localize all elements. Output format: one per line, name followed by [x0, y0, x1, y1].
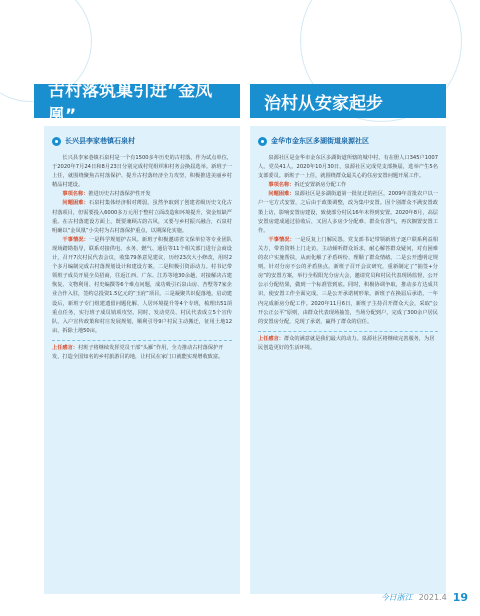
left-item-label: 事项名称：	[62, 191, 89, 198]
right-item-text: 拆迁安置新房分配工作	[294, 182, 347, 189]
left-summary-label: 上任感言：	[52, 344, 78, 351]
right-location-text: 金华市金东区多湖街道泉源社区	[271, 137, 369, 145]
right-problem-text: 泉源社区是多湖街道第一批征迁的社区，2009年首批农户以一户一宅方式安置，之后由于政策调整，改为集中安置。因个别群众不满安置政策上访，影响安置房建设，致使部分村民16年未得到安置。2020年8月，高层安置房建成通过验收后，又因人多房少分配难、群众有怨气，再次搁置安置工作。	[258, 191, 438, 234]
right-item	[258, 181, 438, 190]
left-practice-label: 干事情况：	[62, 236, 89, 243]
left-problem-label: 问题困难：	[62, 200, 89, 207]
location-pin-icon	[258, 137, 267, 146]
left-article-title	[34, 81, 240, 126]
left-practice-text: 一是科学规划护古风。新班子积极邀请省文保单位等专业团队现场踏勘指导，联系对接供电、水务、燃气、通信等11个相关部门进行会商设计，召开7次村民代表会议，收集79条意见建议，历经23次大小修改，用时2个多月编制完成古村落规划设计和建设方案。二是积极引资添动力。村书记带领班子成员开展全员招商，往返江西、广东、江苏等地30余趟，对接解决古建恢复、文物利用、村史编撰等6个难点问题，成功吸引石泉山房、杏墅等7家企业合作入驻，签约总投资1.5亿元的“玉府”项目。三是凝聚共识促落地。启动建设后，新班子专门组建遗留问题化解、人居环境提升等4个专班，梳理出51项重点任务，实行班子成员销项攻坚。同时，发动党员、村民代表成立5个宣传队，入户宣传政策和村庄发展规划，顺利引导9户村民主动搬迁，征用土地12亩，拆除土地50亩。	[52, 236, 232, 334]
location-pin-icon	[52, 137, 61, 146]
left-summary-text: 村班子将继续发挥党员干部“头雁”作用，全力推动古村落保护开发，打造全国知名的乡村旅游目的地，让村民在家门口就能实现增收致富。	[52, 344, 224, 360]
right-practice	[258, 236, 438, 327]
right-problem	[258, 190, 438, 235]
left-location	[52, 136, 240, 146]
right-practice-text: 一是反复上门解民怨。党支部书记带领新班子逐户联系利益相关方，带着资料上门走访，主动倾听群众诉求，耐心解答群众疑问，对有困难的农户实施帮扶，从而化解了矛盾纠纷、理顺了群众情绪。二是公开透明定规则。针对分房不公的矛盾焦点，新班子召开会议研究，重新制定了“抽签+分房”的安置方案，举行全程阳光分房大会，邀请党员和村民代表现场监督，公开公示分配结果，做到一个标准管到底。同时，积极协调争取，推动多方达成共识，使安置工作全面完成。三是公开承诺树形象。新班子在换届后承诺，一年内完成新房分配工作。2020年11月6日，新班子主持召开群众大会，采取“公开公正公平”原则，由群众代表现场抽签，当场分配到户，完成了300余户居民的安置房分配，兑现了承诺，赢得了群众的信任。	[258, 236, 438, 325]
left-problem	[52, 199, 232, 235]
left-item-text: 推进历史古村落保护性开发	[88, 191, 151, 198]
right-title-text: 治村从安家起步	[264, 93, 383, 114]
right-location	[258, 136, 446, 146]
page-footer	[381, 591, 468, 604]
right-intro: 泉源社区是金华市金东区多湖街道所辖的城中村，有在册人口345户1007人，党员41人。2020年10月30日，泉源社区完成党支部换届，选举产生5名支部委员。新班子一上任，就围绕群众最关心的住房安置问题开展工作。	[258, 155, 438, 180]
right-article-title	[250, 84, 446, 118]
left-summary	[52, 340, 232, 362]
left-location-text: 长兴县李家巷镇石泉村	[65, 137, 135, 145]
right-problem-label: 问题困难：	[268, 191, 295, 198]
left-problem-text: 石泉村集体经济相对薄弱，虽然争取到了创建省级历史文化古村落项目，但需要投入6000多万元用于整村立面改造和环境提升，资金短缺严重。在古村落建设方面上，既要兼顾古韵古风，又要与乡村振兴融合，石泉村明确以“金凤凰”小尖村为古村落保护重点，以期深化实施。	[52, 200, 232, 234]
left-title-text: 古村落筑巢引进“金凤凰”	[48, 81, 213, 126]
left-article	[44, 126, 240, 594]
right-body	[250, 154, 446, 327]
left-intro: 长兴县李家巷镇石泉村是一个有1500多年历史的古村落。作为试点单位，于2020年7月24日和8月23日分别完成村党组织和村务会换届选举。新班子一上任，就围绕聚焦古村落保护、提升古村落经济全力攻坚，积极推进美丽乡村精品村建设。	[52, 155, 232, 189]
left-item	[52, 190, 232, 199]
left-practice	[52, 236, 232, 336]
right-summary	[258, 331, 438, 353]
magazine-name: 今日浙江	[380, 593, 413, 602]
page-number: 19	[452, 591, 468, 604]
right-summary-label: 上任感言：	[258, 335, 284, 342]
issue-date: 2021.4	[418, 593, 447, 602]
right-summary-text: 群众的满意就是我们最大的动力。泉源社区将继续完善服务，为居民创造更好的生活环境。	[258, 335, 435, 351]
right-item-label: 事项名称：	[268, 182, 295, 189]
right-article	[250, 126, 446, 594]
right-practice-label: 干事情况：	[268, 236, 295, 243]
left-body	[44, 154, 240, 336]
